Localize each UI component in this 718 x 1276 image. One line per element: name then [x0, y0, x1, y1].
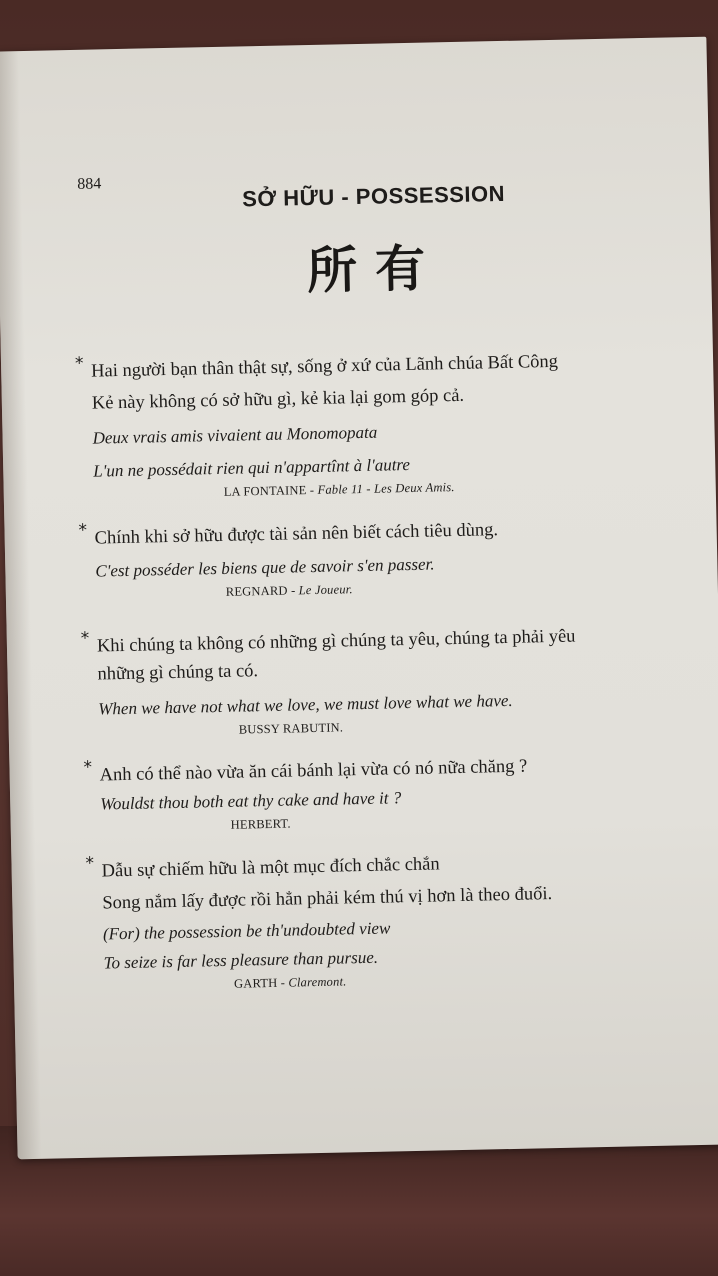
quote-original-line: C'est posséder les biens que de savoir s'en passer.: [95, 554, 435, 581]
source-title: - Fable 11 - Les Deux Amis.: [306, 480, 455, 498]
quote-original-line: Deux vrais amis vivaient au Monomopata: [92, 422, 378, 448]
quote-original-line: L'un ne possédait rien qui n'appartînt à l'autre: [93, 454, 411, 481]
book-page: [0, 37, 718, 1160]
quote-block: [74, 345, 684, 502]
quote-vietnamese-line: những gì chúng ta có.: [97, 661, 259, 685]
quote-original-line: (For) the possession be th'undoubted view: [102, 918, 391, 944]
author-name: LA FONTAINE: [223, 483, 307, 499]
quote-block: [83, 749, 690, 835]
quote-vietnamese-line: Khi chúng ta không có những gì chúng ta yêu, chúng ta phải yêu: [96, 626, 576, 657]
quote-block: [85, 845, 694, 994]
source-title: - Le Joueur.: [287, 582, 353, 598]
bullet-asterisk: *: [78, 520, 88, 541]
quote-vietnamese-line: Dẫu sự chiếm hữu là một mục đích chắc chắn: [101, 854, 440, 882]
quote-vietnamese-line: Song nắm lấy được rồi hẳn phải kém thú vị hơn là theo đuổi.: [102, 884, 553, 914]
page-number: 884: [77, 175, 102, 193]
author-name: HERBERT.: [230, 816, 291, 832]
chinese-characters-heading: 所有: [306, 239, 444, 301]
bullet-asterisk: *: [83, 757, 93, 778]
author-name: BUSSY RABUTIN.: [238, 720, 344, 737]
quote-original-line: To seize is far less pleasure than pursue.: [103, 947, 379, 973]
quote-vietnamese-line: Anh có thể nào vừa ăn cái bánh lại vừa có nó nữa chăng ?: [99, 756, 528, 786]
source-title: - Claremont.: [277, 974, 347, 990]
quote-vietnamese-line: Hai người bạn thân thật sự, sống ở xứ của Lãnh chúa Bất Công: [90, 351, 559, 382]
quote-vietnamese-line: Chính khi sở hữu được tài sản nên biết cách tiêu dùng.: [94, 520, 499, 549]
quote-block: [78, 512, 686, 602]
quote-original-line: When we have not what we love, we must love what we have.: [98, 690, 513, 719]
bullet-asterisk: *: [85, 853, 95, 874]
bullet-asterisk: *: [74, 353, 84, 374]
quote-block: [80, 620, 689, 740]
bullet-asterisk: *: [80, 628, 90, 649]
author-name: GARTH: [233, 975, 278, 991]
quote-vietnamese-line: Kẻ này không có sở hữu gì, kẻ kia lại gom góp cả.: [91, 385, 465, 414]
quote-original-line: Wouldst thou both eat thy cake and have it ?: [100, 788, 402, 814]
author-name: REGNARD: [225, 583, 288, 599]
page-title: SỞ HỮU - POSSESSION: [241, 180, 506, 212]
